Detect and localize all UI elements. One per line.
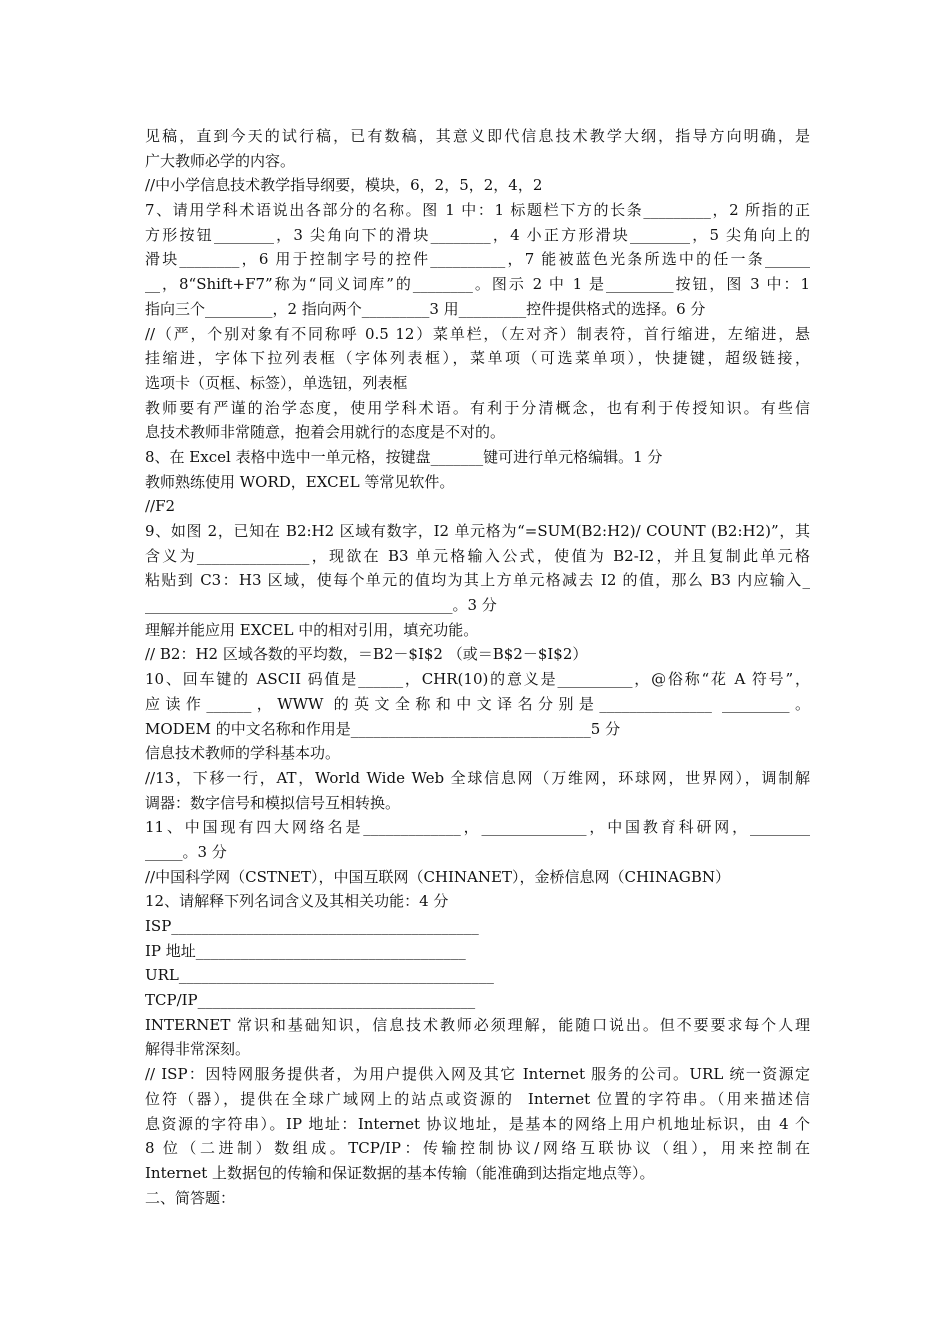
text-line: 方形按钮________，3 尖角向下的滑块________，4 小正方形滑块________，5 尖角向上的 (145, 225, 810, 244)
answer-line: //13，下移一行，AT，World Wide Web 全球信息网（万维网，环球网，世界网），调制解 (145, 768, 810, 787)
answer-line: Internet 上数据包的传输和保证数据的基本传输（能准确到达指定地点等）。 (145, 1163, 655, 1182)
answer-line: 位符（器），提供在全球广域网上的站点或资源的 Internet 位置的字符串。（用来描述信 (145, 1089, 810, 1108)
text-line: 理解并能应用 EXCEL 中的相对引用，填充功能。 (145, 620, 479, 639)
answer-line: // B2：H2 区域各数的平均数，＝B2－$I$2 （或＝B$2－$I$2） (145, 645, 588, 664)
answer-line: 调器：数字信号和模拟信号互相转换。 (145, 793, 401, 812)
text-line: 粘贴到 C3：H3 区域，使每个单元的值均为其上方单元格减去 I2 的值，那么 B3 内应输入_ (145, 571, 810, 590)
text-line: 广大教师必学的内容。 (145, 151, 296, 170)
section-heading: 二、简答题： (145, 1188, 236, 1207)
text-line: 教师要有严谨的治学态度，使用学科术语。有利于分清概念，也有利于传授知识。有些信 (145, 398, 810, 417)
question-8-line: 8、在 Excel 表格中选中一单元格，按键盘_______键可进行单元格编辑。1 分 (145, 447, 663, 466)
text-line: IP 地址____________________________________ (145, 941, 466, 960)
answer-line: //（严，个别对象有不同称呼 0.5 12）菜单栏，（左对齐）制表符，首行缩进，左缩进，悬 (145, 324, 810, 343)
answer-line: //中国科学网（CSTNET），中国互联网（CHINANET），金桥信息网（CHINAGBN） (145, 867, 731, 886)
text-line: //中小学信息技术教学指导纲要，模块，6，2，5，2，4，2 (145, 176, 543, 195)
text-line: 滑块________，6 用于控制字号的控件__________，7 能被蓝色光条所选中的任一条______ (145, 250, 810, 269)
text-line: 解得非常深刻。 (145, 1040, 251, 1059)
question-7-line: 7、请用学科术语说出各部分的名称。图 1 中：1 标题栏下方的长条_________，2 所指的正 (145, 201, 810, 220)
text-line: URL__________________________________________ (145, 966, 494, 985)
text-line: 教师熟练使用 WORD，EXCEL 等常见软件。 (145, 472, 455, 491)
answer-line: 8 位（二进制）数组成。TCP/IP：传输控制协议/网络互联协议（组），用来控制在 (145, 1139, 810, 1158)
text-line: MODEM 的中文名称和作用是________________________________5 分 (145, 719, 621, 738)
text-line: 指向三个_________，2 指向两个_________3 用_________控件提供格式的选择。6 分 (145, 299, 706, 318)
text-line: __，8“Shift+F7”称为“同义词库”的________。图示 2 中 1 是_________按钮，图 3 中：1 (145, 275, 810, 294)
document-body (145, 124, 810, 1210)
text-line: 见稿，直到今天的试行稿，已有数稿，其意义即代信息技术教学大纲，指导方向明确，是 (145, 127, 810, 145)
question-10-line: 10、回车键的 ASCII 码值是______，CHR(10)的意义是__________，@俗称“花 A 符号”， (145, 670, 810, 689)
question-12-line: 12、请解释下列名词含义及其相关功能：4 分 (145, 892, 449, 911)
question-11-line: 11、中国现有四大网络名是_____________，______________，中国教育科研网，________ (145, 818, 810, 837)
answer-line: // ISP：因特网服务提供者，为用户提供入网及其它 Internet 服务的公司。URL 统一资源定 (145, 1065, 810, 1084)
answer-line: 息资源的字符串）。IP 地址：Internet 协议地址，是基本的网络上用户机地址标识，由 4 个 (145, 1114, 810, 1133)
text-line: _________________________________________。3 分 (145, 596, 497, 615)
text-line: INTERNET 常识和基础知识，信息技术教师必须理解，能随口说出。但不要要求每个人理 (145, 1015, 810, 1034)
text-line: 信息技术教师的学科基本功。 (145, 744, 341, 763)
text-line: _____。3 分 (145, 842, 227, 861)
text-line: TCP/IP_____________________________________ (145, 991, 476, 1010)
question-9-line: 9、如图 2，已知在 B2:H2 区域有数字，I2 单元格为“=SUM(B2:H2)/ COUNT (B2:H2)”，其 (145, 522, 810, 540)
answer-line: //F2 (145, 497, 176, 516)
text-line: 息技术教师非常随意，抱着会用就行的态度是不对的。 (145, 423, 506, 442)
text-line: 应读作______，WWW 的英文全称和中文译名分别是_______________ _________。 (145, 694, 810, 713)
text-line: ISP_________________________________________ (145, 917, 479, 935)
answer-line: 挂缩进，字体下拉列表框（字体列表框），菜单项（可选菜单项），快捷键，超级链接， (145, 349, 810, 368)
text-line: 含义为_______________，现欲在 B3 单元格输入公式，使值为 B2-I2，并且复制此单元格 (145, 546, 810, 565)
answer-line: 选项卡（页框、标签），单选钮，列表框 (145, 373, 408, 392)
